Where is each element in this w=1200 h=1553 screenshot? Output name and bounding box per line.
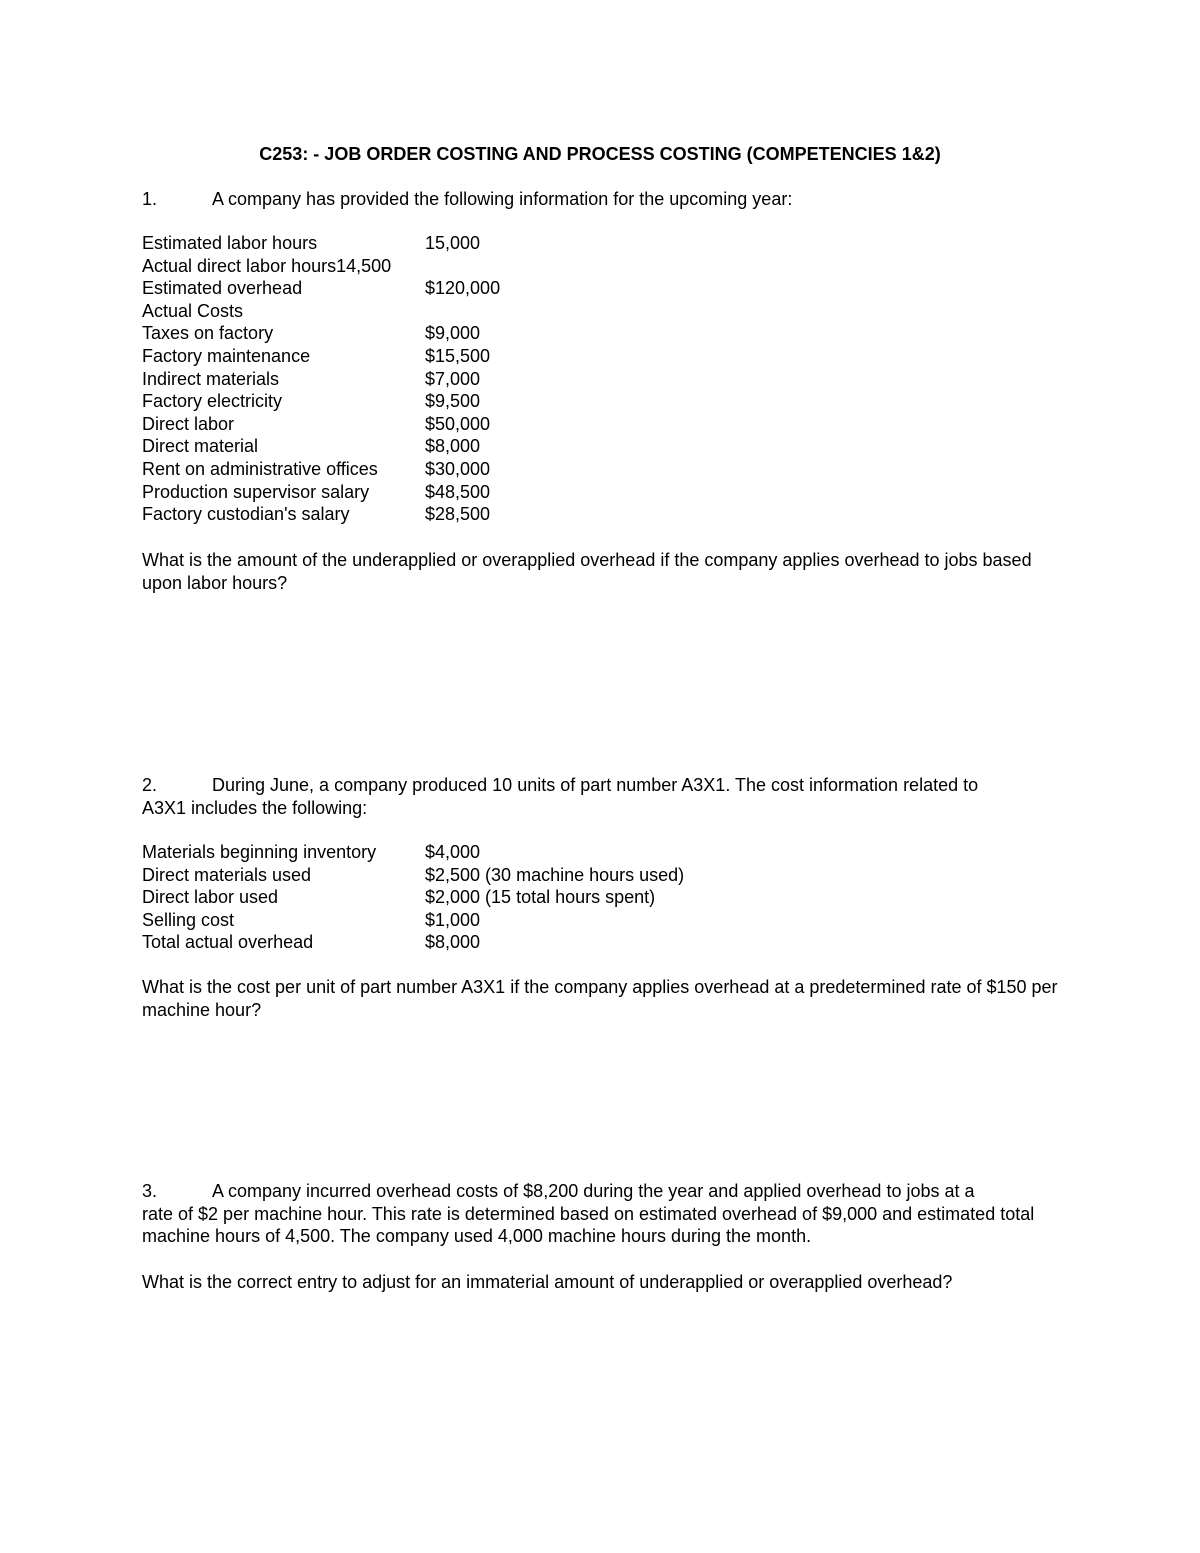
list-item: Direct material $8,000 bbox=[142, 436, 481, 457]
list-item: Actual Costs bbox=[142, 300, 244, 321]
question-3-intro-continued: rate of $2 per machine hour. This rate is determined based on estimated overhead of $9,000 and estimated total machine hours of 4,500. The company used 4,000 machine hours during the month. bbox=[142, 1203, 1035, 1247]
list-item: Indirect materials $7,000 bbox=[142, 368, 481, 389]
list-item: Taxes on factory $9,000 bbox=[142, 323, 481, 344]
list-item: Direct materials used $2,500 (30 machine hours used) bbox=[142, 864, 685, 885]
question-2-intro bbox=[142, 774, 1062, 819]
document-title: C253: - JOB ORDER COSTING AND PROCESS COSTING (COMPETENCIES 1&2) bbox=[259, 144, 941, 164]
list-item: Estimated overhead $120,000 bbox=[142, 278, 501, 299]
question-1-number: 1. bbox=[142, 189, 158, 209]
question-2-prompt: What is the cost per unit of part number A3X1 if the company applies overhead at a predetermined rate of $150 per machine hour? bbox=[142, 977, 1058, 1020]
list-item: Rent on administrative offices $30,000 bbox=[142, 458, 491, 479]
list-item: Production supervisor salary $48,500 bbox=[142, 481, 491, 502]
question-1-prompt: What is the amount of the underapplied or overapplied overhead if the company applies overhead to jobs based upon labor hours? bbox=[142, 550, 1032, 593]
question-2-cost-list bbox=[142, 841, 842, 954]
question-3-number: 3. bbox=[142, 1181, 158, 1201]
list-item: Selling cost $1,000 bbox=[142, 909, 481, 930]
list-item: Direct labor $50,000 bbox=[142, 413, 491, 434]
list-item: Estimated labor hours 15,000 bbox=[142, 233, 481, 253]
list-item: Materials beginning inventory $4,000 bbox=[142, 842, 481, 862]
question-2-number: 2. bbox=[142, 775, 158, 795]
question-3-intro bbox=[142, 1180, 1062, 1248]
list-item: Factory electricity $9,500 bbox=[142, 391, 481, 412]
question-2-intro-text: During June, a company produced 10 units of part number A3X1. The cost information related to bbox=[212, 775, 979, 795]
question-1-intro bbox=[142, 188, 1062, 211]
question-3-prompt: What is the correct entry to adjust for an immaterial amount of underapplied or overapplied overhead? bbox=[142, 1272, 953, 1292]
question-3-intro-text: A company incurred overhead costs of $8,200 during the year and applied overhead to jobs at a bbox=[212, 1181, 975, 1201]
question-1-intro-text: A company has provided the following information for the upcoming year: bbox=[212, 189, 793, 209]
list-item: Actual direct labor hours14,500 bbox=[142, 255, 392, 276]
list-item: Factory custodian's salary $28,500 bbox=[142, 504, 491, 525]
list-item: Factory maintenance $15,500 bbox=[142, 345, 491, 366]
question-2-intro-continued: A3X1 includes the following: bbox=[142, 797, 368, 818]
list-item: Direct labor used $2,000 (15 total hours spent) bbox=[142, 887, 656, 908]
question-1-cost-list bbox=[142, 232, 842, 526]
list-item: Total actual overhead $8,000 bbox=[142, 932, 481, 953]
